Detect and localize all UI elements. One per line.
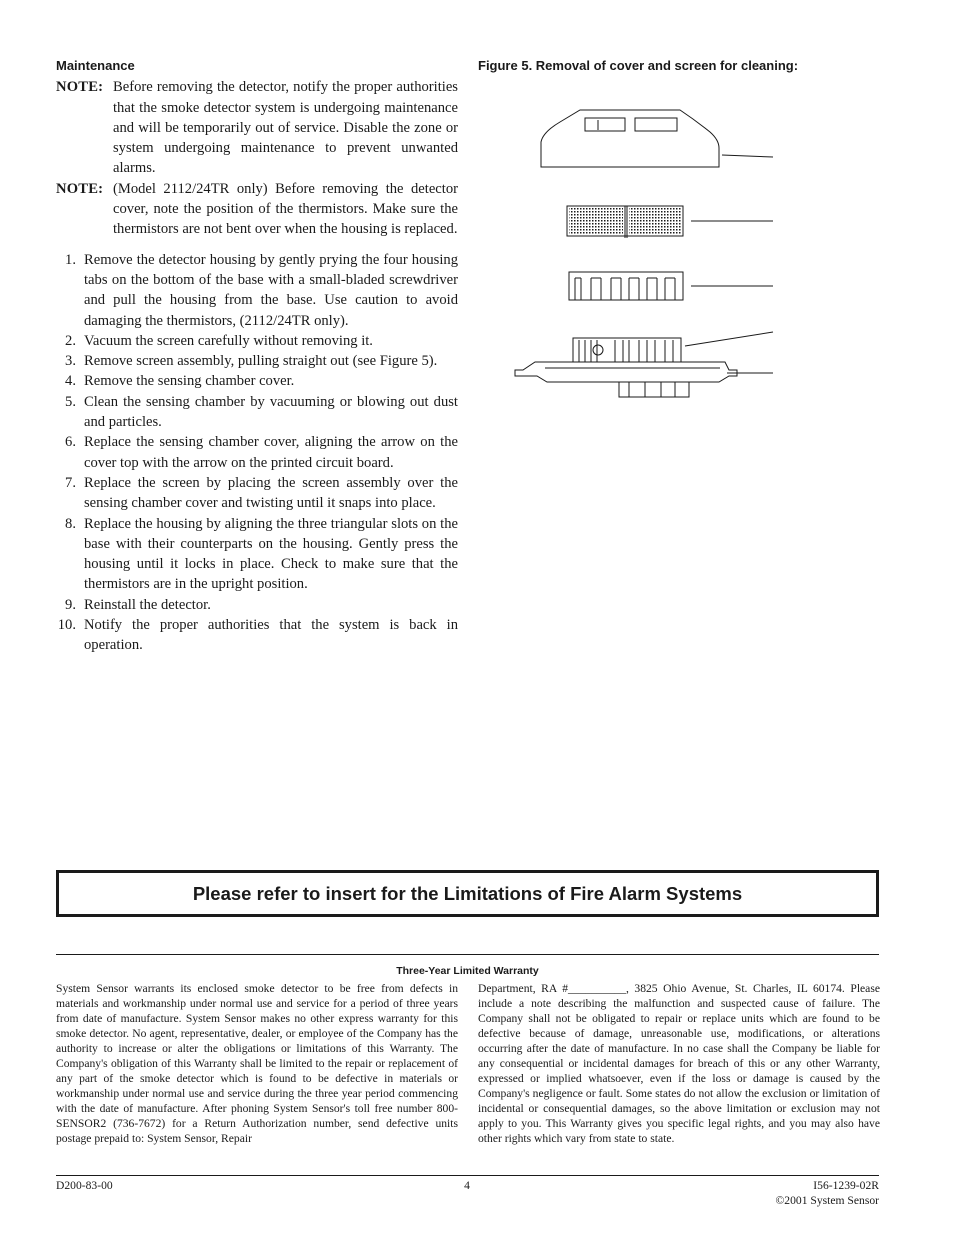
- chamber-cover-illustration: [569, 272, 683, 300]
- note-text: Before removing the detector, notify the proper authorities that the smoke detector system is undergoing maintenance and will be temporarily out of service. Disable the zone or system undergoing maintenance to prevent unwanted alarms.: [113, 79, 458, 177]
- step-text: Replace the sensing chamber cover, aligning the arrow on the cover top with the arrow on the printed circuit board.: [84, 434, 458, 471]
- warranty-left-column: System Sensor warrants its enclosed smoke detector to be free from defects in materials and workmanship under normal use and service for a period of three years from date of manufacture. System Sensor makes no other express warranty for this smoke detector. No agent, representative, dealer, or employee of the Company has the authority to increase or alter the obligations or limitations of this Warranty. The Company's obligation of this Warranty shall be limited to the repair or replacement of any part of the smoke detector which is found to be defective in materials or workmanship under normal use and service during the three year period commencing with the date of manufacture. After phoning System Sensor's toll free number 800-SENSOR2 (736-7672) for a Return Authorization number, send defective units postage prepaid to: System Sensor, Repair: [56, 982, 458, 1145]
- warranty-right-column: Department, RA #__________, 3825 Ohio Avenue, St. Charles, IL 60174. Please include a note describing the malfunction and suspected cause of failure. The Company shall not be obligated to repair or replace units which are found to be defective because of damage, unreasonable use, modifications, or alterations occurring after the date of manufacture. In no case shall the Company be liable for any consequential or incidental damages for breach of this or any other Warranty, expressed or implied whatsoever, even if the loss or damage is caused by the Company's negligence or fault. Some states do not allow the exclusion or limitation of incidental or consequential damages, so the above limitation or exclusion may not apply to you. This Warranty gives you specific legal rights, and you may also have other rights which vary from state to state.: [478, 982, 880, 1145]
- list-item: [56, 473, 458, 514]
- maintenance-heading: Maintenance: [56, 58, 135, 73]
- note-thermistors: [56, 179, 458, 240]
- step-text: Clean the sensing chamber by vacuuming or blowing out dust and particles.: [84, 393, 458, 431]
- step-number: 10.: [57, 617, 76, 634]
- list-item: [56, 351, 458, 371]
- step-text: Remove screen assembly, pulling straight out (see Figure 5).: [84, 353, 438, 370]
- detector-exploded-diagram: [505, 100, 785, 405]
- step-number: 4.: [65, 373, 76, 390]
- detector-base-illustration: [515, 338, 737, 397]
- step-text: Remove the sensing chamber cover.: [84, 373, 295, 390]
- maintenance-steps: [56, 250, 458, 656]
- note-text: (Model 2112/24TR only) Before removing the detector cover, note the position of the thermistors. Make sure the thermistors are not bent over when the housing is replaced.: [113, 180, 458, 238]
- footer-right: [776, 1179, 880, 1208]
- list-item: [56, 595, 458, 615]
- note-before-removal: [56, 77, 458, 178]
- list-item: [56, 615, 458, 656]
- screen-assembly-illustration: [567, 206, 683, 238]
- step-text: Remove the detector housing by gently prying the four housing tabs on the bottom of the base with a small-bladed screwdriver and pull the housing from the base. Use caution to avoid damaging the thermistors, (2112/24TR only).: [84, 251, 458, 329]
- step-number: 7.: [65, 474, 76, 491]
- step-number: 6.: [65, 434, 76, 451]
- footer-form-number: D200-83-00: [56, 1179, 113, 1192]
- banner-text: Please refer to insert for the Limitations of Fire Alarm Systems: [192, 882, 743, 904]
- list-item: [56, 514, 458, 595]
- list-item: [56, 371, 458, 391]
- callout-line: [722, 155, 773, 157]
- step-number: 9.: [65, 596, 76, 613]
- step-text: Replace the housing by aligning the three triangular slots on the base with their counterparts on the housing. Gently press the housing until it locks in place. Check to make sure that the thermistors are in the upright position.: [84, 515, 458, 593]
- list-item: [56, 432, 458, 473]
- document-number: I56-1239-02R: [813, 1179, 879, 1192]
- note-label: NOTE:: [56, 79, 104, 96]
- list-item: [56, 331, 458, 351]
- step-number: 8.: [65, 515, 76, 532]
- maintenance-section: [56, 56, 458, 656]
- list-item: [56, 250, 458, 331]
- step-text: Vacuum the screen carefully without removing it.: [84, 332, 373, 349]
- note-label: NOTE:: [56, 180, 104, 197]
- divider: [56, 1175, 879, 1176]
- divider: [56, 954, 879, 955]
- callout-line: [685, 332, 773, 346]
- step-text: Notify the proper authorities that the system is back in operation.: [84, 617, 458, 654]
- limitations-banner: [56, 870, 879, 917]
- step-text: Reinstall the detector.: [84, 596, 211, 613]
- step-number: 1.: [65, 251, 76, 268]
- step-number: 5.: [65, 393, 76, 410]
- figure-caption: Figure 5. Removal of cover and screen for cleaning:: [478, 58, 799, 73]
- warranty-title: Three-Year Limited Warranty: [396, 965, 539, 977]
- page-number: 4: [464, 1179, 470, 1192]
- detector-housing-illustration: [541, 110, 719, 167]
- step-number: 2.: [65, 332, 76, 349]
- list-item: [56, 392, 458, 433]
- step-number: 3.: [65, 353, 76, 370]
- copyright: ©2001 System Sensor: [775, 1193, 879, 1207]
- step-text: Replace the screen by placing the screen assembly over the sensing chamber cover and twisting until it snaps into place.: [84, 474, 458, 512]
